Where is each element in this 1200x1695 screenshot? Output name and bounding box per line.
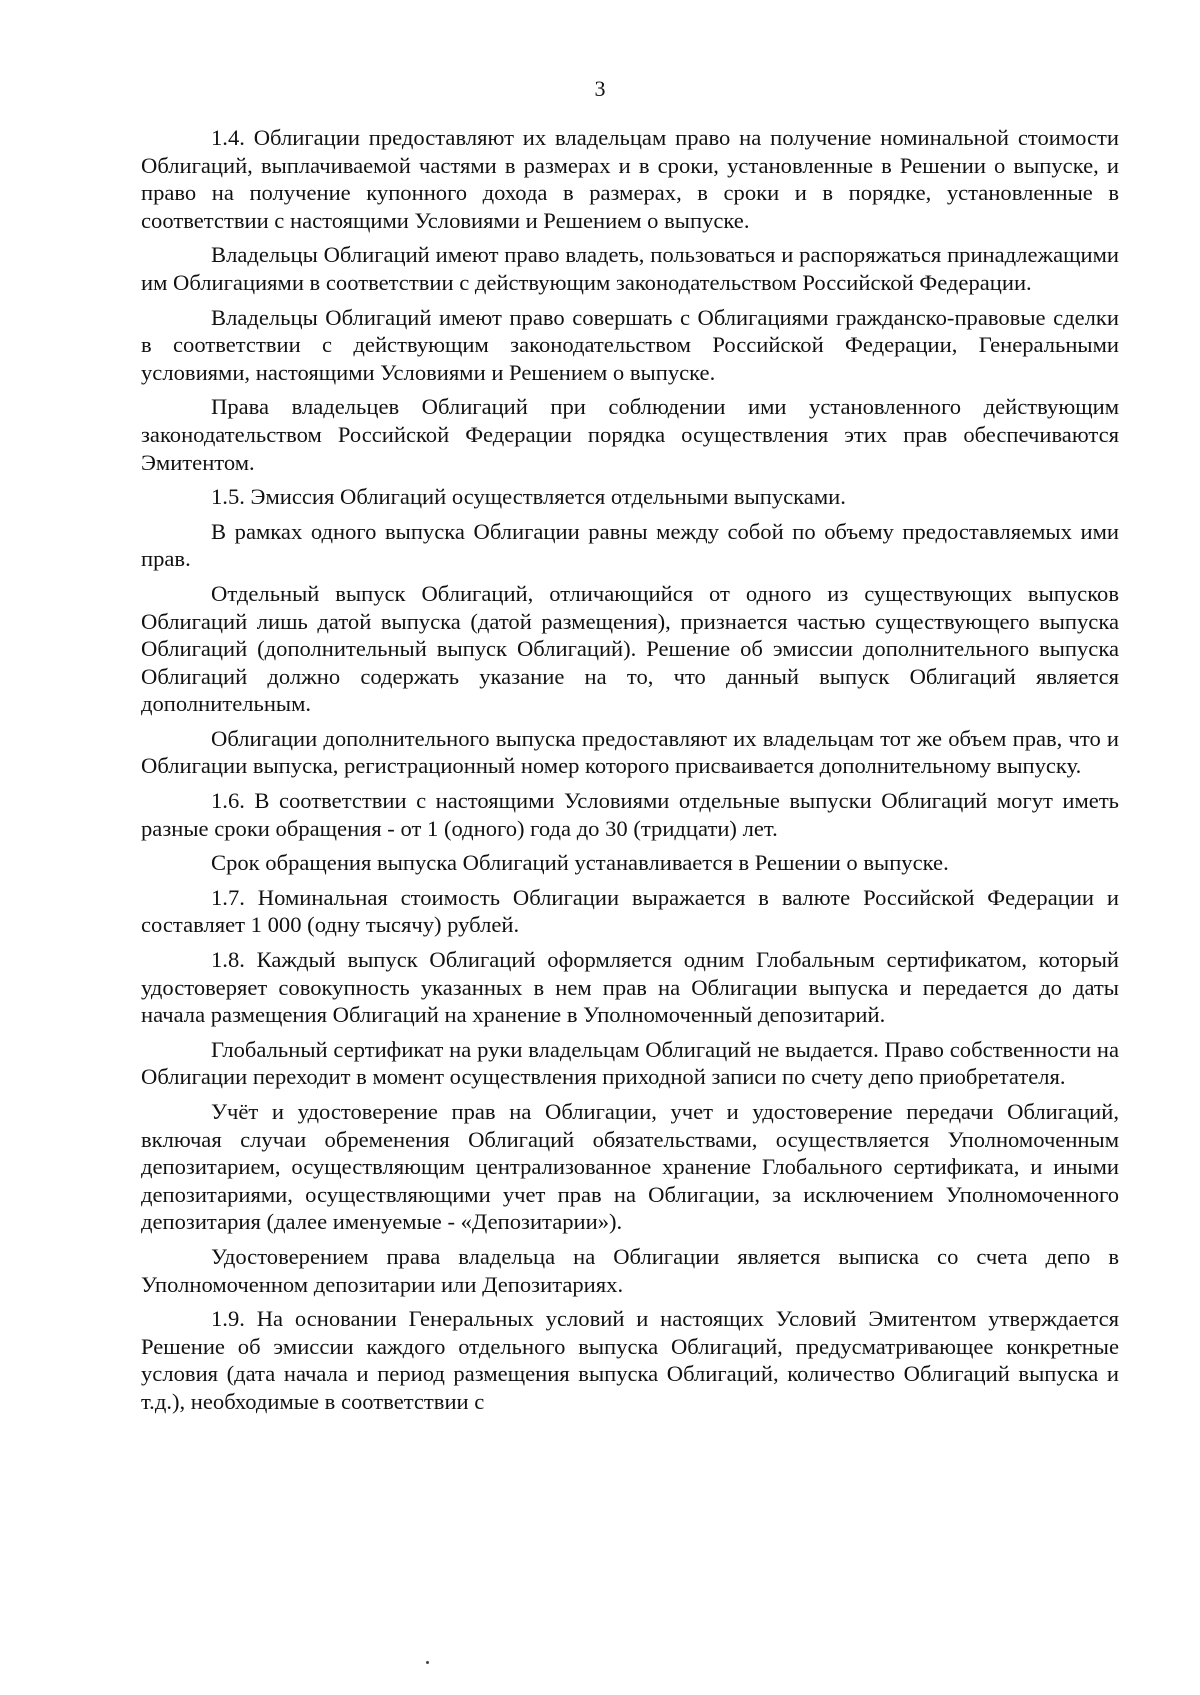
paragraph: Владельцы Облигаций имеют право владеть, пользоваться и распоряжаться принадлежащими им Облигациями в соответствии с действующим законодательством Российской Федерации. — [141, 242, 1119, 295]
paragraph: В рамках одного выпуска Облигации равны между собой по объему предоставляемых ими прав. — [141, 518, 1119, 572]
paragraph: Права владельцев Облигаций при соблюдении ими установленного действующим законодательством Российской Федерации порядка осуществления этих прав обеспечиваются Эмитентом. — [141, 394, 1119, 475]
paragraph: Облигации дополнительного выпуска предоставляют их владельцам тот же объем прав, что и Облигации выпуска, регистрационный номер которого присваивается дополнительному выпуску. — [141, 725, 1119, 779]
paragraph: 1.8. Каждый выпуск Облигаций оформляется одним Глобальным сертификатом, который удостоверяет совокупность указанных в нем прав на Облигации выпуска и передается до даты начала размещения Облигаций на хранение в Уполномоченный депозитарий. — [141, 947, 1119, 1028]
paragraph: Владельцы Облигаций имеют право совершать с Облигациями гражданско-правовые сделки в соответствии с действующим законодательством Российской Федерации, Генеральными условиями, настоящими Условиями и Решением о выпуске. — [141, 304, 1119, 385]
paragraph: 1.4. Облигации предоставляют их владельцам право на получение номинальной стоимости Облигаций, выплачиваемой частями в размерах и в сроки, установленные в Решении о выпуске, и право на получение купонного дохода в размерах, в сроки и в порядке, установленные в соответствии с настоящими Условиями и Решением о выпуске. — [141, 125, 1119, 233]
document-body — [141, 124, 1119, 1423]
page-number: 3 — [594, 76, 606, 101]
paragraph: Срок обращения выпуска Облигаций устанавливается в Решении о выпуске. — [211, 850, 949, 876]
paragraph: Отдельный выпуск Облигаций, отличающийся от одного из существующих выпусков Облигаций лишь датой выпуска (датой размещения), признается частью существующего выпуска Облигаций (дополнительный выпуск Облигаций). Решение об эмиссии дополнительного выпуска Облигаций должно содержать указание на то, что данный выпуск Облигаций является дополнительным. — [141, 580, 1119, 717]
paragraph: 1.9. На основании Генеральных условий и настоящих Условий Эмитентом утверждается Решение об эмиссии каждого отдельного выпуска Облигаций, предусматривающее конкретные условия (дата начала и период размещения выпуска Облигаций, количество Облигаций выпуска и т.д.), необходимые в соответствии с — [141, 1306, 1119, 1414]
scan-speck — [426, 1661, 429, 1664]
paragraph: 1.7. Номинальная стоимость Облигации выражается в валюте Российской Федерации и составляет 1 000 (одну тысячу) рублей. — [141, 884, 1119, 938]
paragraph: Удостоверением права владельца на Облигации является выписка со счета депо в Уполномоченном депозитарии или Депозитариях. — [141, 1243, 1119, 1297]
paragraph: 1.6. В соответствии с настоящими Условиями отдельные выпуски Облигаций могут иметь разные сроки обращения - от 1 (одного) года до 30 (тридцати) лет. — [141, 788, 1119, 841]
paragraph: Учёт и удостоверение прав на Облигации, учет и удостоверение передачи Облигаций, включая случаи обременения Облигаций обязательствами, осуществляется Уполномоченным депозитарием, осуществляющим централизованное хранение Глобального сертификата, и иными депозитариями, осуществляющими учет прав на Облигации, за исключением Уполномоченного депозитария (далее именуемые - «Депозитарии»). — [141, 1099, 1119, 1235]
paragraph: 1.5. Эмиссия Облигаций осуществляется отдельными выпусками. — [211, 484, 846, 510]
paragraph: Глобальный сертификат на руки владельцам Облигаций не выдается. Право собственности на Облигации переходит в момент осуществления приходной записи по счету депо приобретателя. — [141, 1036, 1119, 1090]
